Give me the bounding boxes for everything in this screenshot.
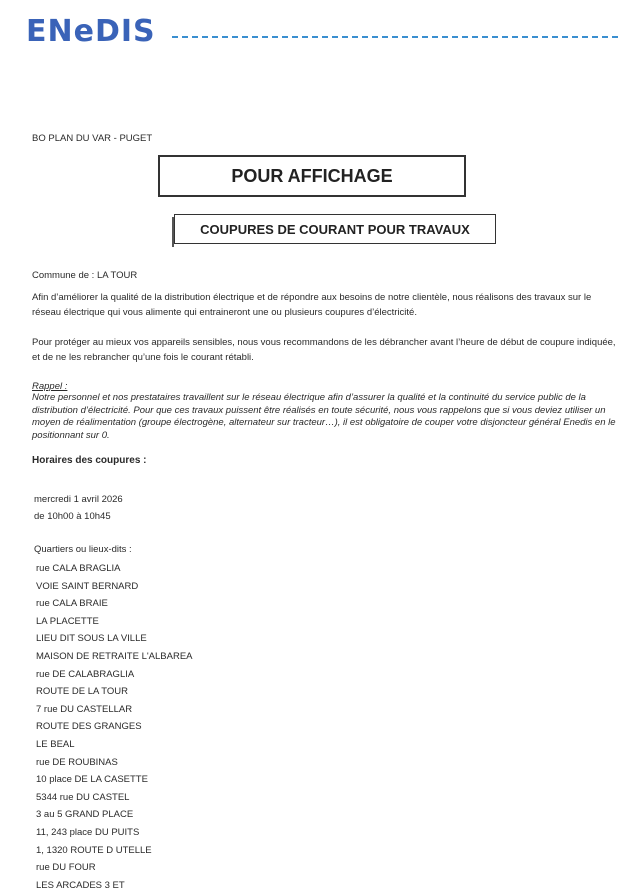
sender-label: BO PLAN DU VAR - PUGET — [32, 133, 153, 144]
outage-date: mercredi 1 avril 2026 — [34, 494, 123, 505]
main-title-box — [158, 155, 466, 197]
list-item: 3 au 5 GRAND PLACE — [36, 809, 134, 821]
advice-paragraph: Pour protéger au mieux vos appareils sensibles, nous vous recommandons de les débrancher avant l’heure de début de coupure indiquée, et de ne les rebrancher qu’une fois le courant rétabli. — [32, 337, 616, 363]
list-item: rue DU FOUR — [36, 862, 96, 874]
rappel-text: Notre personnel et nos prestataires travaillent sur le réseau électrique afin d’assurer la qualité et la continuité du service public de la distribution d’électricité. Pour que ces travaux puissent être réalisés en toute sécurité, nous vous rappelons que si vous deviez utiliser un moyen de réalimentation (groupe électrogène, alternateur sur tracteur…), il est obligatoire de couper votre disjoncteur général Enedis en le positionnant sur 0. — [32, 392, 616, 441]
list-item: MAISON DE RETRAITE L'ALBAREA — [36, 650, 193, 662]
list-item: 1, 1320 ROUTE D UTELLE — [36, 844, 152, 856]
list-item: rue CALA BRAGLIA — [36, 563, 121, 574]
list-item: ROUTE DE LA TOUR — [36, 686, 129, 698]
outage-schedule — [34, 491, 123, 525]
list-item: LES ARCADES 3 ET — [36, 879, 125, 891]
subtitle: COUPURES DE COURANT POUR TRAVAUX — [200, 221, 470, 237]
quartiers-list — [36, 560, 193, 894]
list-item: rue CALA BRAIE — [36, 598, 108, 610]
list-item: 11, 243 place DU PUITS — [36, 826, 140, 838]
list-item: ROUTE DES GRANGES — [36, 721, 142, 733]
commune-label: Commune de : LA TOUR — [32, 270, 138, 281]
header-divider — [172, 36, 618, 38]
list-item: LA PLACETTE — [36, 615, 99, 627]
subtitle-box — [174, 214, 496, 244]
list-item: LE BEAL — [36, 738, 75, 750]
main-title: POUR AFFICHAGE — [231, 165, 393, 186]
list-item: rue DE CALABRAGLIA — [36, 668, 135, 680]
list-item: LIEU DIT SOUS LA VILLE — [36, 633, 147, 645]
list-item: 10 place DE LA CASETTE — [36, 774, 148, 786]
list-item: rue DE ROUBINAS — [36, 756, 118, 768]
enedis-logo: ENeDIS — [26, 14, 156, 49]
intro-paragraph: Afin d’améliorer la qualité de la distribution électrique et de répondre aux besoins de notre clientèle, nous réalisons des travaux sur le réseau électrique qui vous alimente qui entraineront une ou plusieurs coupures d’électricité. — [32, 292, 592, 318]
horaires-heading: Horaires des coupures : — [32, 455, 147, 466]
quartiers-heading: Quartiers ou lieux-dits : — [34, 544, 132, 555]
list-item: 7 rue DU CASTELLAR — [36, 703, 133, 715]
outage-time: de 10h00 à 10h45 — [34, 511, 111, 522]
list-item: 5344 rue DU CASTEL — [36, 791, 130, 803]
rappel-heading: Rappel : — [32, 381, 68, 392]
list-item: VOIE SAINT BERNARD — [36, 580, 139, 592]
